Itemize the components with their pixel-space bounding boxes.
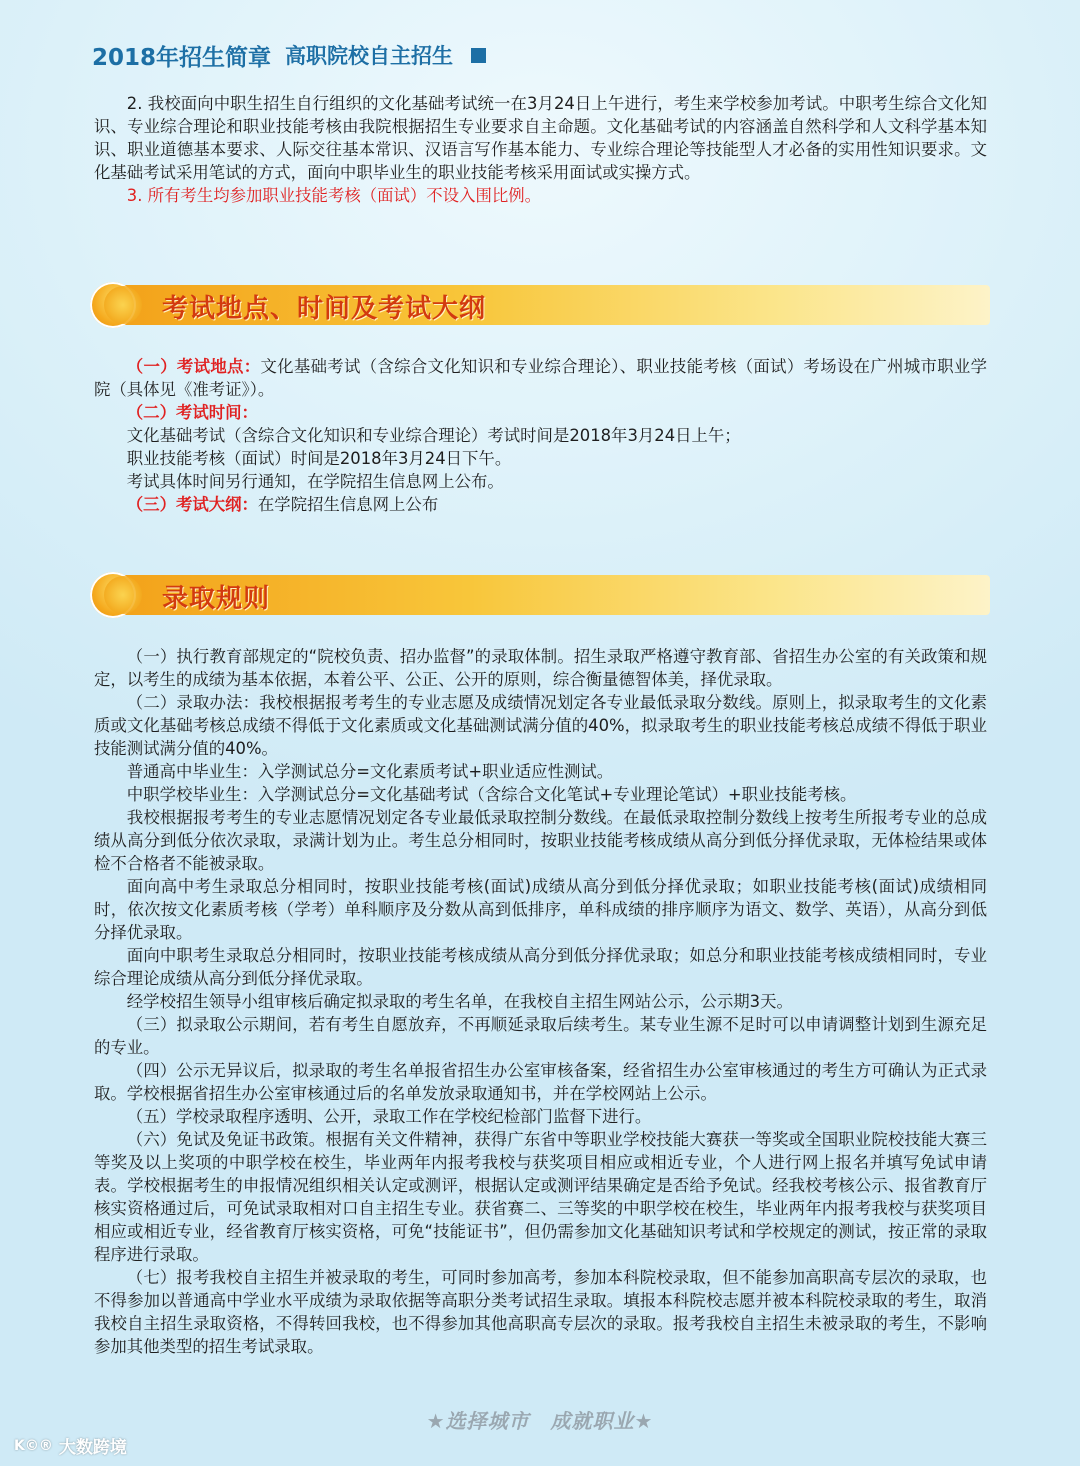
rule-paragraph: （二）录取办法：我校根据报考考生的专业志愿及成绩情况划定各专业最低录取分数线。原则上，拟录取考生的文化素质或文化基础考核总成绩不得低于文化素质或文化基础测试满分值的40%，拟录取考生的职业技能考核总成绩不得低于职业技能测试满分值的40%。 [94,693,987,758]
watermark [14,1433,127,1458]
intro-item-3: 3. 所有考生均参加职业技能考核（面试）不设入围比例。 [126,186,542,205]
rule-paragraph: 面向高中考生录取总分相同时，按职业技能考核(面试)成绩从高分到低分择优录取；如职业技能考核(面试)成绩相同时，依次按文化素质考核（学考）单科顺序及分数从高到低排序，单科成绩的排序顺序为语文、数学、英语），从高分到低分择优录取。 [94,877,987,942]
rule-paragraph: 我校根据报考考生的专业志愿情况划定各专业最低录取控制分数线。在最低录取控制分数线上按考生所报考专业的总成绩从高分到低分依次录取，录满计划为止。考生总分相同时，按职业技能考核成绩从高分到低分择优录取，无体检结果或体检不合格者不能被录取。 [94,808,987,873]
exam-place-label: （一）考试地点： [126,357,261,376]
rule-paragraph: 中职学校毕业生：入学测试总分=文化基础考试（含综合文化笔试+专业理论笔试）+职业技能考核。 [126,785,857,804]
exam-outline-label: （三）考试大纲： [126,495,258,514]
rule-paragraph: 面向中职考生录取总分相同时，按职业技能考核成绩从高分到低分择优录取；如总分和职业技能考核成绩相同时，专业综合理论成绩从高分到低分择优录取。 [94,946,987,988]
intro-section [94,92,987,207]
rule-paragraph: 经学校招生领导小组审核后确定拟录取的考生名单，在我校自主招生网站公示，公示期3天。 [126,992,793,1011]
exam-time-line-1: 文化基础考试（含综合文化知识和专业综合理论）考试时间是2018年3月24日上午； [126,426,741,445]
header-subtitle: 高职院校自主招生 [285,44,454,68]
rule-paragraph: （六）免试及免证书政策。根据有关文件精神，获得广东省中等职业学校技能大赛获一等奖或全国职业院校技能大赛三等奖及以上奖项的中职学校在校生，毕业两年内报考我校与获奖项目相应或相近专业，个人进行网上报名并填写免试申请表。学校根据考生的申报情况组织相关认定或测评，根据认定或测评结果确定是否给予免试。经我校考核公示、报省教育厅核实资格通过后，可免试录取相对口自主招生专业。获省赛二、三等奖的中职学校在校生，毕业两年内报考我校与获奖项目相应或相近专业，经省教育厅核实资格，可免“技能证书”，但仍需参加文化基础知识考试和学校规定的测试，按正常的录取程序进行录取。 [94,1130,987,1264]
exam-outline [94,493,987,516]
footer-slogan: ★选择城市 成就职业★ [426,1409,654,1433]
exam-place-text: 文化基础考试（含综合文化知识和专业综合理论）、职业技能考核（面试）考场设在广州城市职业学院（具体见《准考证》）。 [94,357,987,399]
watermark-logo-icon: K©® [14,1437,53,1454]
rule-paragraph: （一）执行教育部规定的“院校负责、招办监督”的录取体制。招生录取严格遵守教育部、省招生办公室的有关政策和规定，以考生的成绩为基本依据，本着公平、公正、公开的原则，综合衡量德智体美，择优录取。 [94,647,987,689]
banner-circle-icon [90,572,136,618]
exam-time-line-2: 职业技能考核（面试）时间是2018年3月24日下午。 [126,449,512,468]
watermark-text: 大数跨境 [58,1438,127,1458]
rule-paragraph: （七）报考我校自主招生并被录取的考生，可同时参加高考，参加本科院校录取，但不能参加高职高专层次的录取，也不得参加以普通高中学业水平成绩为录取依据等高职分类考试招生录取。填报本科院校志愿并被本科院校录取的考生，取消我校自主招生录取资格，不得转回我校，也不得参加其他高职高专层次的录取。报考我校自主招生未被录取的考生，不影响参加其他类型的招生考试录取。 [94,1268,987,1356]
header-square-icon [471,48,486,63]
exam-info-section [94,355,987,516]
header-year-title: 2018年招生简章 [92,44,272,71]
rule-paragraph: （五）学校录取程序透明、公开，录取工作在学校纪检部门监督下进行。 [126,1107,652,1126]
section-title-admission: 录取规则 [162,584,271,614]
exam-outline-text: 在学院招生信息网上公布 [257,495,439,514]
banner-circle-icon [90,282,136,328]
rule-paragraph: 普通高中毕业生：入学测试总分=文化素质考试+职业适应性测试。 [126,762,614,781]
section-banner-exam [90,282,990,328]
intro-item-2: 2. 我校面向中职生招生自行组织的文化基础考试统一在3月24日上午进行，考生来学校参加考试。中职考生综合文化知识、专业综合理论和职业技能考核由我院根据招生专业要求自主命题。文化基础考试的内容涵盖自然科学和人文科学基本知识、职业道德基本要求、人际交往基本常识、汉语言写作基本能力、专业综合理论等技能型人才必备的实用性知识要求。文化基础考试采用笔试的方式，面向中职毕业生的职业技能考核采用面试或实操方式。 [94,94,987,182]
section-banner-admission [90,572,990,618]
admission-rules-section [94,645,987,1358]
rule-paragraph: （三）拟录取公示期间，若有考生自愿放弃，不再顺延录取后续考生。某专业生源不足时可以申请调整计划到生源充足的专业。 [94,1015,987,1057]
page-header [92,38,486,72]
exam-place [94,355,987,401]
rule-paragraph: （四）公示无异议后，拟录取的考生名单报省招生办公室审核备案，经省招生办公室审核通过的考生方可确认为正式录取。学校根据省招生办公室审核通过后的名单发放录取通知书，并在学校网站上公示。 [94,1061,987,1103]
exam-time-line-3: 考试具体时间另行通知，在学院招生信息网上公布。 [126,472,504,491]
exam-time-label-line [94,401,987,424]
section-title-exam: 考试地点、时间及考试大纲 [162,294,487,324]
exam-time-label: （二）考试时间： [126,403,258,422]
